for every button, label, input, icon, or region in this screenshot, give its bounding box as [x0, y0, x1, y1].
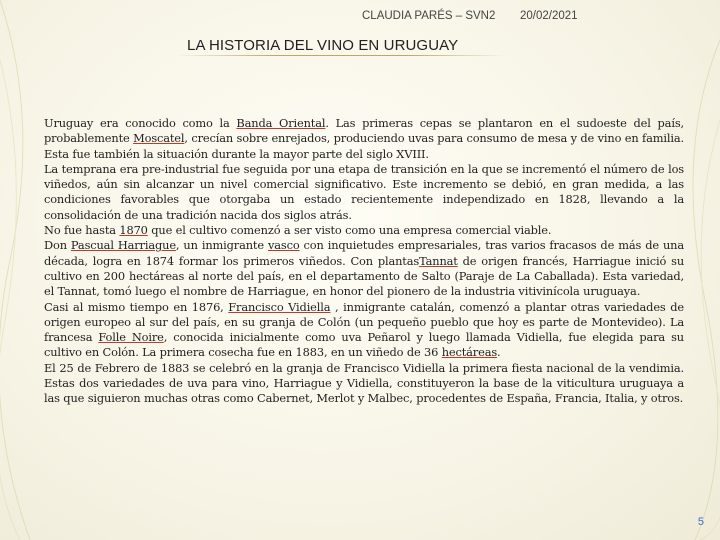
link-hectareas[interactable]: hectáreas [441, 345, 498, 360]
text-run: con inquietudes empresariales, tras varios fracasos de más de una década, logra en 1874 formar los primeros viñedos. Con plantas [44, 238, 684, 268]
link-francisco-vidiella[interactable]: Francisco Vidiella [228, 299, 331, 314]
link-pascual-harriague[interactable]: Pascual Harriague [70, 238, 176, 253]
link-moscatel[interactable]: Moscatel [133, 131, 185, 146]
paragraph-6 [44, 361, 684, 407]
text-run: Uruguay era conocido como la [44, 116, 237, 130]
text-run: Casi al mismo tiempo en 1876, [44, 299, 229, 314]
text-run: . [497, 345, 501, 360]
slide-title: LA HISTORIA DEL VINO EN URUGUAY [187, 37, 459, 54]
text-run: que el cultivo comenzó a ser visto como una empresa comercial viable. [147, 223, 552, 238]
text-run: . Las primeras cepas se plantaron en el sudoeste del país, probablemente [44, 116, 684, 146]
text-run: Don [44, 238, 71, 253]
text-run: , conocida inicialmente como uva Peñarol y luego llamada Vidiella, fue elegida para su cultivo en Colón. La primera cosecha fue en 1883, en un viñedo de 36 [44, 330, 684, 360]
text-run: La temprana era pre-industrial fue seguida por una etapa de transición en la que se incrementó el número de los viñedos, aún sin alcanzar un nivel comercial significativo. Este incremento se debió, en gran medida, a las condiciones favorables que otorgaba un estado recientemente independizado en 1828, llevando a la consolidación de una tradición nacida dos siglos atrás. [44, 161, 684, 222]
text-run: El 25 de Febrero de 1883 se celebró en la granja de Francisco Vidiella la primera fiesta nacional de la vendimia. Estas dos variedades de uva para vino, Harriague y Vidiella, constituyeron la base de la viticultura uruguaya a las que siguieron muchas otras como Cabernet, Merlot y Malbec, procedentes de España, Francia, Italia, y otros. [44, 360, 684, 406]
text-run: No fue hasta [44, 223, 120, 238]
paragraph-2 [44, 162, 684, 223]
text-run: , crecían sobre enrejados, produciendo uvas para consumo de mesa y de vino en familia. Esta fue también la situación durante la mayor parte del siglo XVIII. [44, 131, 684, 161]
page-number: 5 [697, 516, 704, 528]
paragraph-4 [44, 238, 684, 299]
title-divider [176, 55, 506, 56]
link-folle-noire[interactable]: Folle Noire [98, 330, 164, 345]
link-tannat[interactable]: Tannat [419, 253, 458, 268]
text-run: , un inmigrante [175, 238, 268, 253]
link-vasco[interactable]: vasco [267, 238, 300, 253]
paragraph-5 [44, 300, 684, 361]
date-label: 20/02/2021 [520, 10, 578, 22]
text-run: de origen francés, Harriague inició su cultivo en 200 hectáreas al norte del país, en el departamento de Salto (Paraje de La Caballada). Esta variedad, el Tannat, tomó luego el nombre de Harriague, en honor del pionero de la industria vitivinícola uruguaya. [44, 253, 685, 299]
text-run: , inmigrante catalán, comenzó a plantar otras variedades de origen europeo al sur del país, en su granja de Colón (un pequeño pueblo que hoy es parte de Montevideo). La francesa [44, 299, 684, 345]
paragraph-1 [44, 116, 684, 162]
link-1870[interactable]: 1870 [119, 223, 148, 238]
body-text [44, 116, 684, 407]
link-banda-oriental[interactable]: Banda Oriental [236, 116, 326, 130]
author-label: CLAUDIA PARÉS – SVN2 [362, 10, 496, 22]
paragraph-3 [44, 223, 684, 238]
